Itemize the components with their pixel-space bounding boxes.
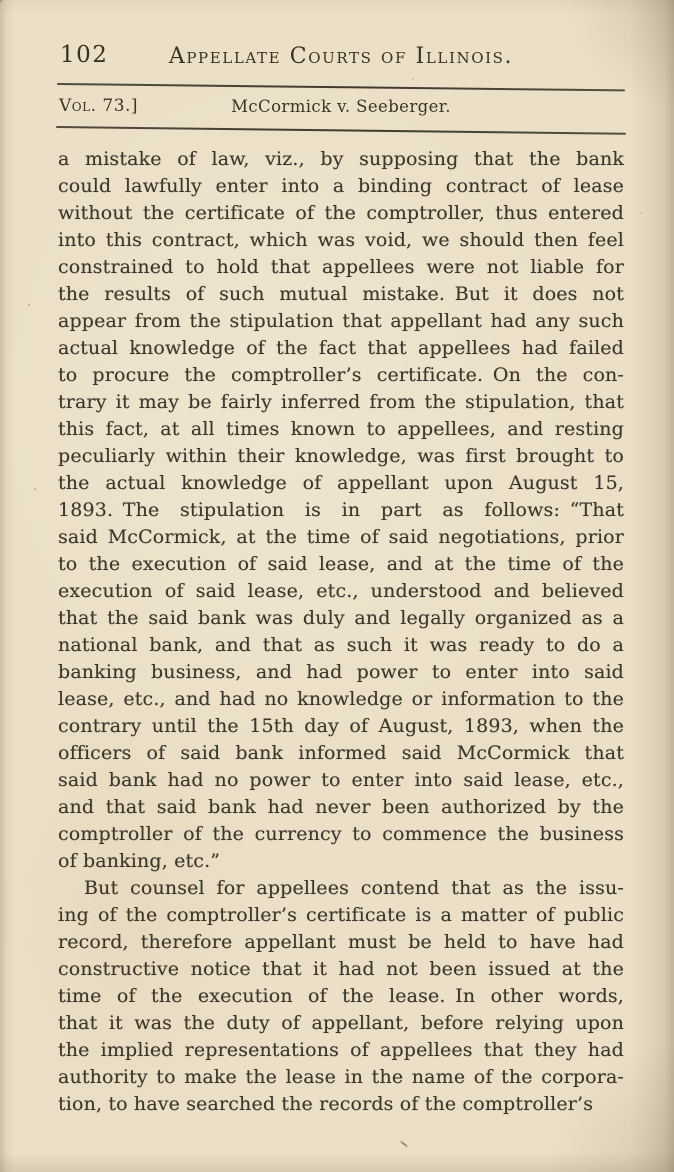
text-line: that it was the duty of appellant, before relying upon — [58, 1012, 624, 1034]
subheader-divider-rule — [56, 126, 626, 135]
text-line: trary it may be fairly inferred from the stipulation, that — [58, 391, 624, 413]
text-line: into this contract, which was void, we should then feel — [58, 229, 624, 251]
text-line: record, therefore appellant must be held to have had — [58, 931, 624, 953]
scan-edge-right — [628, 0, 674, 1172]
text-line: without the certificate of the comptroller, thus entered — [58, 202, 624, 224]
text-line: to procure the comptroller’s certificate. On the con- — [58, 364, 624, 386]
text-line: and that said bank had never been authorized by the — [58, 796, 624, 818]
text-line: constructive notice that it had not been issued at the — [58, 958, 624, 980]
header-divider-rule — [57, 83, 625, 91]
text-line: said bank had no power to enter into said lease, etc., — [58, 769, 624, 791]
volume-label: Vol. 73.] — [59, 96, 139, 116]
text-line: peculiarly within their knowledge, was first brought to — [58, 445, 624, 467]
text-line: the results of such mutual mistake. But it does not — [58, 283, 624, 305]
text-line: the actual knowledge of appellant upon August 15, — [58, 472, 624, 494]
case-title: McCormick v. Seeberger. — [231, 97, 451, 116]
stray-pen-mark — [400, 1141, 408, 1148]
paper-specks — [0, 0, 2, 2]
text-line: tion, to have searched the records of the comptroller’s — [58, 1093, 594, 1115]
text-line: that the said bank was duly and legally organized as a — [58, 607, 624, 629]
scan-edge-bottom — [0, 1152, 674, 1172]
text-line: officers of said bank informed said McCormick that — [58, 742, 624, 764]
page-number: 102 — [60, 42, 109, 68]
text-line: execution of said lease, etc., understood and believed — [58, 580, 624, 602]
text-line: time of the execution of the lease. In other words, — [58, 985, 624, 1007]
text-line: authority to make the lease in the name of the corpora- — [58, 1066, 624, 1088]
text-line: 1893. The stipulation is in part as follows: “That — [58, 499, 624, 521]
text-line: constrained to hold that appellees were not liable for — [58, 256, 624, 278]
scan-edge-left — [0, 0, 14, 1172]
text-line: could lawfully enter into a binding contract of lease — [58, 175, 624, 197]
running-title: Appellate Courts of Illinois. — [168, 44, 514, 69]
page-body — [58, 146, 624, 1118]
text-line: lease, etc., and had no knowledge or information to the — [58, 688, 624, 710]
text-line: national bank, and that as such it was ready to do a — [58, 634, 624, 656]
text-line: appear from the stipulation that appellant had any such — [58, 310, 624, 332]
text-line: to the execution of said lease, and at the time of the — [58, 553, 624, 575]
scan-edge-top — [0, 0, 674, 14]
text-line: contrary until the 15th day of August, 1893, when the — [58, 715, 624, 737]
text-line: said McCormick, at the time of said negotiations, prior — [58, 526, 624, 548]
text-line: the implied representations of appellees that they had — [58, 1039, 624, 1061]
text-line: ing of the comptroller’s certificate is a matter of public — [58, 904, 624, 926]
text-line: actual knowledge of the fact that appellees had failed — [58, 337, 624, 359]
text-line: of banking, etc.” — [58, 850, 221, 872]
text-line: banking business, and had power to enter into said — [58, 661, 624, 683]
text-line: this fact, at all times known to appellees, and resting — [58, 418, 624, 440]
text-line: comptroller of the currency to commence the business — [58, 823, 624, 845]
text-line: a mistake of law, viz., by supposing that the bank — [58, 148, 624, 170]
text-line: But counsel for appellees contend that as the issu- — [84, 877, 624, 899]
